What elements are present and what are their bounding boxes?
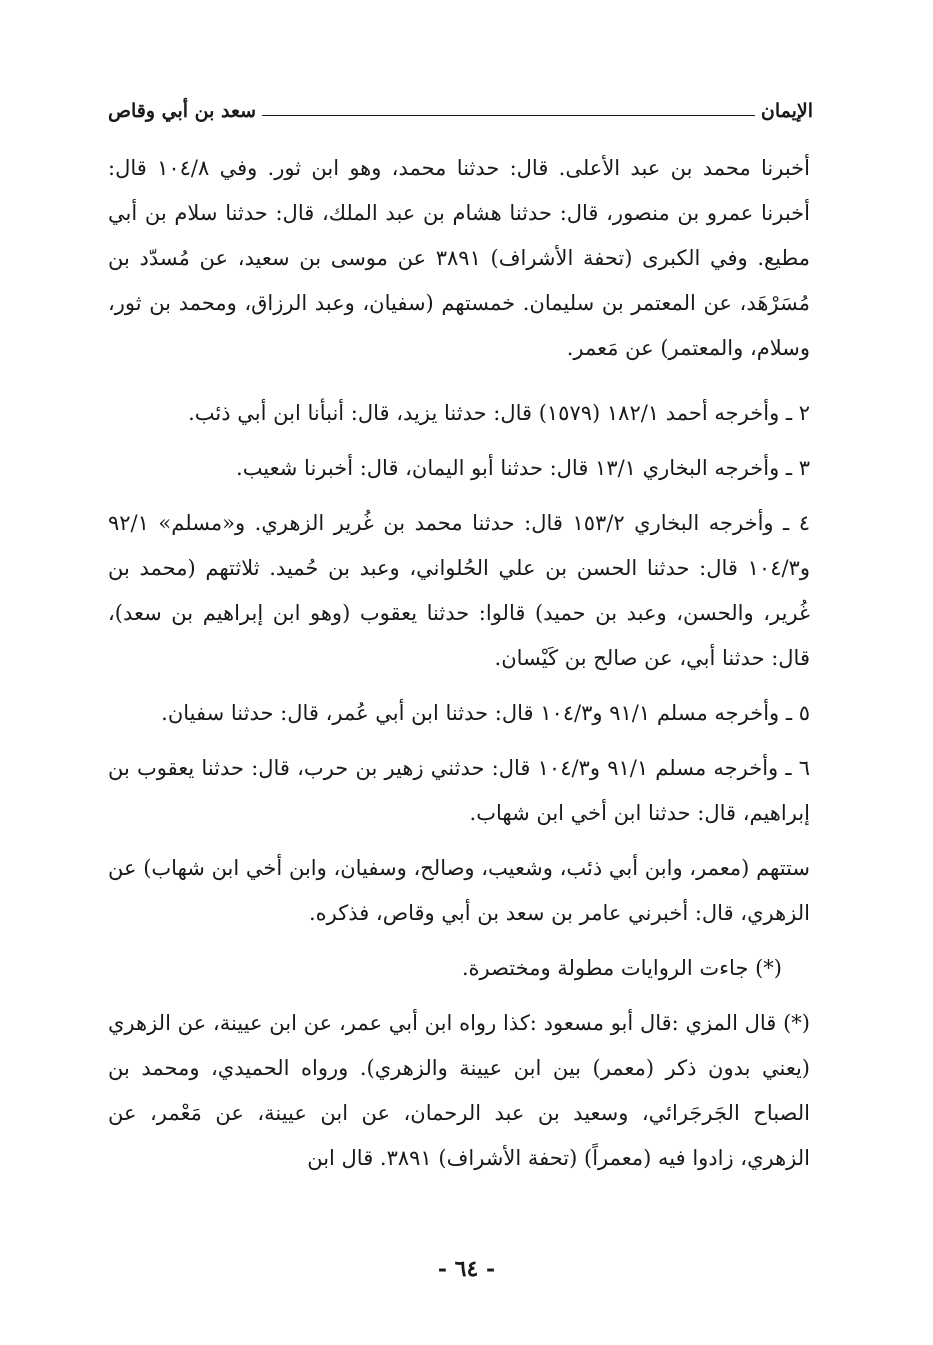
header-rule	[262, 115, 755, 116]
page-number: - ٦٤ -	[437, 1256, 496, 1282]
header-running-title: سعد بن أبي وقاص	[108, 100, 257, 122]
paragraph-5: ٥ ـ وأخرجه مسلم ٩١/١ و١٠٤/٣ قال: حدثنا ابن أبي عُمر، قال: حدثنا سفيان.	[161, 701, 810, 725]
paragraph-8: (*) جاءت الروايات مطولة ومختصرة.	[461, 956, 782, 980]
paragraph-2: ٢ ـ وأخرجه أحمد ١٨٢/١ (١٥٧٩) قال: حدثنا يزيد، قال: أنبأنا ابن أبي ذئب.	[188, 401, 810, 425]
paragraph-3: ٣ ـ وأخرجه البخاري ١٣/١ قال: حدثنا أبو اليمان، قال: أخبرنا شعيب.	[236, 456, 810, 480]
paragraph-6: ٦ ـ وأخرجه مسلم ٩١/١ و١٠٤/٣ قال: حدثني زهير بن حرب، قال: حدثنا يعقوب بن إبراهيم، قال: حدثنا ابن أخي ابن شهاب.	[108, 756, 810, 825]
paragraph-4: ٤ ـ وأخرجه البخاري ١٥٣/٢ قال: حدثنا محمد بن غُرير الزهري. و«مسلم» ٩٢/١ و١٠٤/٣ قال: حدثنا الحسن بن علي الحُلواني، وعبد بن حُميد. ثلاثتهم (محمد بن غُرير، والحسن، وعبد بن حميد) قالوا: حدثنا يعقوب (وهو ابن إبراهيم بن سعد)، قال: حدثنا أبي، عن صالح بن كَيْسان.	[108, 511, 810, 670]
paragraph-7: ستتهم (معمر، وابن أبي ذئب، وشعيب، وصالح، وسفيان، وابن أخي ابن شهاب) عن الزهري، قال: أخبرني عامر بن سعد بن أبي وقاص، فذكره.	[108, 856, 810, 925]
paragraph-9: (*) قال المزي :قال أبو مسعود :كذا رواه ابن أبي عمر، عن ابن عيينة، عن الزهري (يعني بدون ذكر (معمر) بين ابن عيينة والزهري). ورواه الحميدي، ومحمد بن الصباح الجَرجَرائي، وسعيد بن عبد الرحمان، عن ابن عيينة، عن مَعْمر، عن الزهري، زادوا فيه (معمراً) (تحفة الأشراف) ٣٨٩١. قال ابن	[108, 1011, 810, 1170]
running-header	[108, 94, 813, 122]
document-body	[108, 146, 810, 1181]
header-section-title: الإيمان	[760, 100, 813, 122]
paragraph-1: أخبرنا محمد بن عبد الأعلى. قال: حدثنا محمد، وهو ابن ثور. وفي ١٠٤/٨ قال: أخبرنا عمرو بن منصور، قال: حدثنا هشام بن عبد الملك، قال: حدثنا سلام بن أبي مطيع. وفي الكبرى (تحفة الأشراف) ٣٨٩١ عن موسى بن سعيد، عن مُسدّد بن مُسَرْهَد، عن المعتمر بن سليمان. خمستهم (سفيان، وعبد الرزاق، ومحمد بن ثور، وسلام، والمعتمر) عن مَعمر.	[108, 156, 810, 360]
